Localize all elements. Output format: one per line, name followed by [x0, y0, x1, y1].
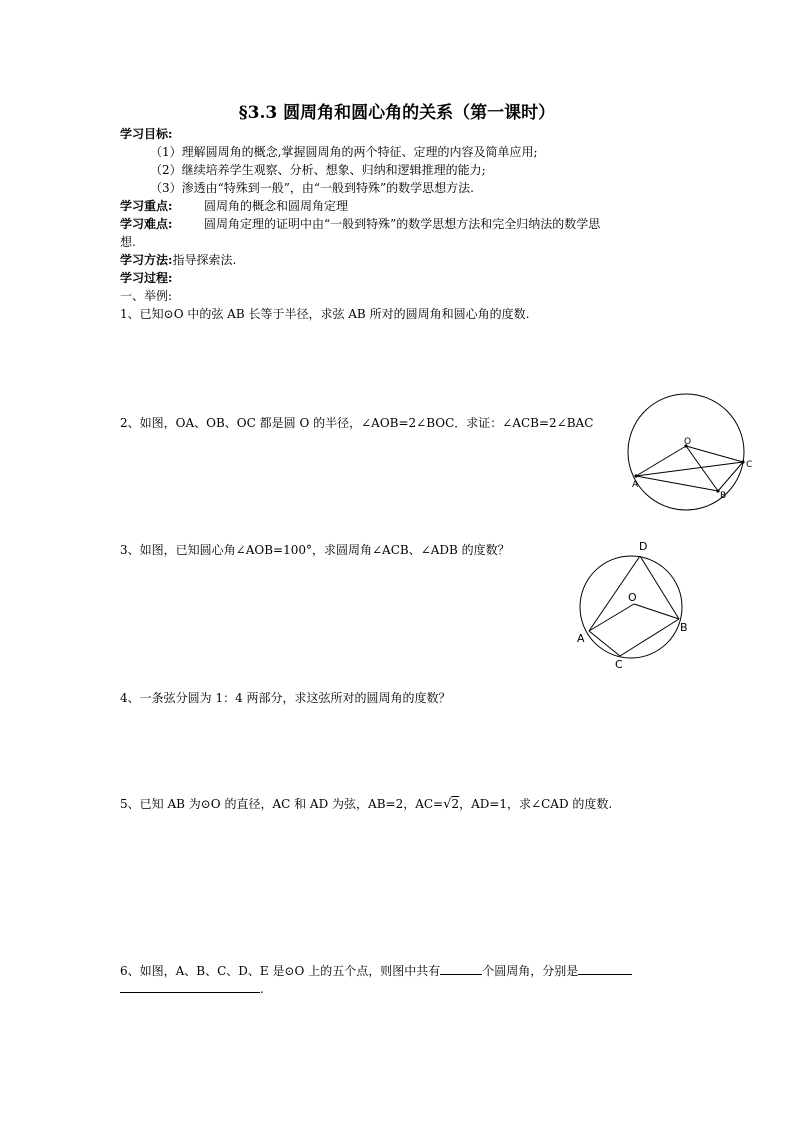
section-one-heading: 一、举例:: [120, 289, 173, 303]
question-1: 1、已知⊙O 中的弦 AB 长等于半径，求弦 AB 所对的圆周角和圆心角的度数.: [120, 307, 530, 321]
key-point-text: 圆周角的概念和圆周角定理: [204, 199, 349, 213]
question-6-part2: 个圆周角，分别是: [482, 964, 579, 978]
objective-item-2: （2）继续培养学生观察、分析、想象、归纳和逻辑推理的能力;: [150, 163, 486, 177]
question-6-line2: [120, 980, 264, 997]
circle-outline: [628, 394, 744, 510]
chord-cb: [620, 619, 679, 656]
blank-count: [440, 962, 482, 975]
label-c: C: [746, 460, 753, 470]
figure-2-circle-diagram: [570, 535, 700, 675]
label-b: B: [680, 621, 688, 634]
question-4: 4、一条弦分圆为 1：4 两部分，求这弦所对的圆周角的度数？: [120, 691, 451, 705]
radius-ob: [634, 604, 679, 619]
method-label: 学习方法:: [120, 253, 173, 267]
sqrt-symbol-icon: √: [443, 797, 452, 812]
circle-outline: [580, 556, 682, 658]
radius-oc: [686, 446, 743, 462]
objective-item-1: （1）理解圆周角的概念,掌握圆周角的两个特征、定理的内容及简单应用;: [150, 145, 538, 159]
objectives-heading: 学习目标:: [120, 127, 173, 141]
radius-oa: [589, 604, 634, 631]
process-heading: 学习过程:: [120, 271, 173, 285]
question-6-part1: 6、如图，A、B、C、D、E 是⊙O 上的五个点，则图中共有: [120, 964, 441, 978]
point-a: [634, 474, 637, 477]
difficulty-label: 学习难点:: [120, 217, 173, 231]
objective-item-3: （3）渗透由“特殊到一般”，由“一般到特殊”的数学思想方法.: [150, 181, 474, 195]
label-c: C: [615, 658, 623, 671]
label-a: A: [632, 480, 639, 490]
chord-db: [640, 556, 679, 619]
sqrt-value: 2: [451, 797, 460, 811]
difficulty-text-line2: 想.: [120, 235, 136, 249]
label-o: O: [684, 437, 692, 447]
label-a: A: [577, 632, 585, 645]
label-d: D: [639, 540, 648, 553]
chord-ab: [636, 476, 718, 491]
chord-bc: [718, 462, 743, 491]
page-title: §3.3 圆周角和圆心角的关系（第一课时）: [238, 103, 556, 123]
radius-oa: [636, 446, 686, 476]
blank-angles-2: [120, 980, 260, 993]
figure-1-circle-diagram: [620, 385, 770, 515]
question-6-end: .: [260, 982, 264, 996]
chord-ac: [589, 631, 620, 656]
difficulty-text-line1: 圆周角定理的证明中由“一般到特殊”的数学思想方法和完全归纳法的数学思: [204, 217, 601, 231]
question-3: 3、如图，已知圆心角∠AOB=100°，求圆周角∠ACB、∠ADB 的度数？: [120, 543, 510, 557]
question-2: 2、如图，OA、OB、OC 都是圆 O 的半径，∠AOB=2∠BOC．求证：∠ACB=2∠BAC: [120, 416, 594, 430]
question-5-part1: 5、已知 AB 为⊙O 的直径，AC 和 AD 为弦，AB=2，AC=: [120, 797, 444, 811]
chord-ac: [636, 462, 743, 476]
key-point-label: 学习重点:: [120, 199, 173, 213]
label-o: O: [628, 591, 637, 604]
method-text: 指导探索法.: [172, 253, 237, 267]
blank-angles-1: [578, 962, 632, 975]
question-5-part2: ，AD=1，求∠CAD 的度数.: [459, 797, 613, 811]
question-6-line1: [120, 962, 632, 979]
point-c: [741, 460, 744, 463]
method-line: [120, 253, 236, 268]
question-5: [120, 797, 612, 812]
label-b: B: [720, 491, 727, 501]
